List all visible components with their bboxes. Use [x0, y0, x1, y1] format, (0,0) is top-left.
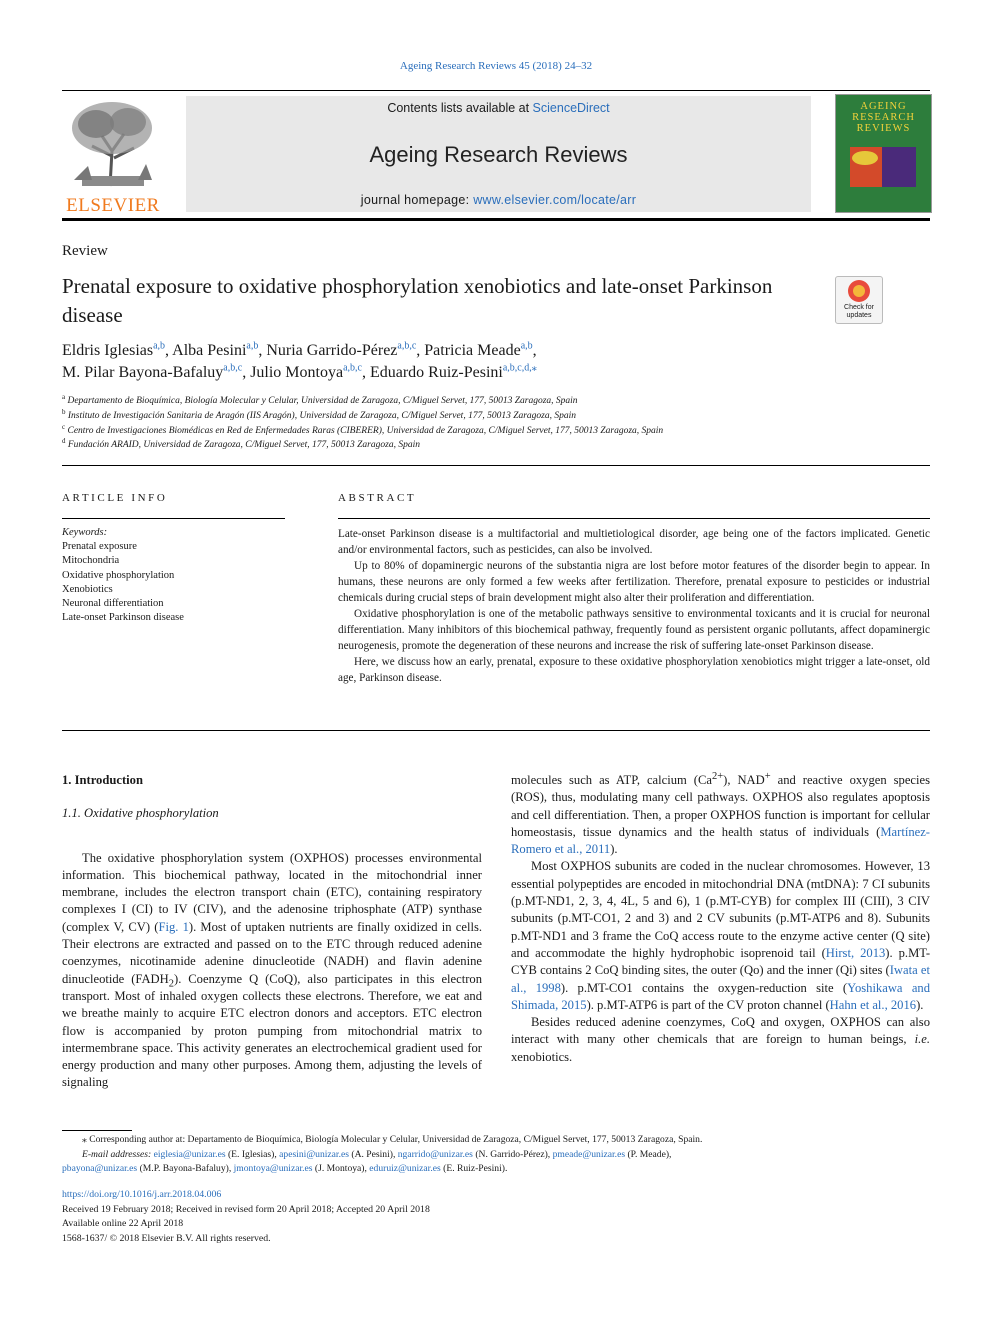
affiliation — [62, 409, 930, 424]
abstract-paragraph: Oxidative phosphorylation is one of the metabolic pathways sensitive to environmental toxicants and it is crucial for neuronal differentiation. Many inhibitors of this biochemical pathway, frequently found as persistent organic pollutants, affect dopaminergic neurogenesis, promote the degeneration of these neurons and increase the risk of suffering late-onset Parkinson disease. — [338, 608, 930, 652]
email-addresses — [62, 1148, 930, 1163]
article-type: Review — [62, 243, 108, 259]
body-column-left — [62, 772, 482, 1092]
header-top-rule — [62, 90, 930, 91]
check-updates-label: Check for updates — [844, 304, 874, 319]
author-separator: , — [242, 364, 251, 381]
citation-link[interactable]: Hirst, 2013 — [825, 945, 886, 960]
author[interactable]: Alba Pesini — [172, 342, 247, 359]
title-block-rule — [62, 465, 930, 466]
body-paragraph — [511, 1014, 930, 1066]
keywords-block — [62, 526, 292, 625]
homepage-prefix: journal homepage: — [360, 193, 474, 207]
affiliation — [62, 438, 930, 453]
text-run: ). — [916, 997, 924, 1012]
paper-title: Prenatal exposure to oxidative phosphorylation xenobiotics and late-onset Parkinson disease — [62, 274, 773, 327]
text-run: molecules such as ATP, calcium (Ca — [511, 773, 712, 787]
text-run: ). Most of uptaken nutrients are finally oxidized in cells. Their electrons are extracted and passed on to the ETC through reduced adenine coenzymes, nicotinamide adenine dinucleotide (NADH) and flavin adenine dinucleotide (FADH — [62, 919, 482, 986]
author-affiliation-ref[interactable]: a,b,c — [397, 340, 417, 352]
journal-citation[interactable]: Ageing Research Reviews 45 (2018) 24–32 — [399, 60, 593, 72]
elsevier-logo[interactable] — [62, 96, 164, 216]
figure-reference-link[interactable]: Fig. 1 — [158, 919, 189, 934]
journal-cover-thumbnail[interactable] — [835, 94, 932, 213]
keyword: Oxidative phosphorylation — [62, 569, 175, 581]
copyright: 1568-1637/ © 2018 Elsevier B.V. All rights reserved. — [62, 1232, 271, 1244]
body-paragraph — [62, 850, 482, 1092]
footnote-text: Corresponding author at: Departamento de Bioquímica, Biología Molecular y Celular, Universidad de Zaragoza, C/Miguel Servet, 177, 50013 Zaragoza, Spain. — [86, 1134, 703, 1145]
author[interactable]: Eduardo Ruiz-Pesini — [369, 364, 503, 381]
footnote-rule — [62, 1130, 132, 1131]
email-label: E-mail addresses: — [82, 1148, 152, 1160]
text-run: ). p.MT-CO1 contains the oxygen-reduction site ( — [560, 980, 848, 995]
text-run: ), NAD — [723, 773, 765, 787]
email-owner: (J. Montoya), — [312, 1163, 370, 1174]
contents-prefix: Contents lists available at — [387, 101, 533, 115]
affiliation-text: Departamento de Bioquímica, Biología Molecular y Celular, Universidad de Zaragoza, C/Miguel Servet, 177, 50013 Zaragoza, Spain — [67, 396, 578, 406]
text-run: The oxidative phosphorylation system (OXPHOS) processes environmental information. This biochemical pathway, located in the mitochondrial inner membrane, includes the electron transport chain (ETC), containing respiratory complexes I (CI) to IV (CIV), and the adenosine triphosphate (ATP) synthase (complex V, CV) ( — [62, 850, 482, 934]
email-link[interactable]: pbayona@unizar.es — [62, 1163, 138, 1174]
author-affiliation-ref[interactable]: a,b — [520, 340, 533, 352]
email-addresses-cont — [62, 1162, 930, 1177]
abstract-heading: ABSTRACT — [338, 492, 417, 504]
received-dates: Received 19 February 2018; Received in revised form 20 April 2018; Accepted 20 April 2018 — [62, 1203, 430, 1215]
email-link[interactable]: ngarrido@unizar.es — [397, 1148, 473, 1160]
affiliation — [62, 424, 930, 439]
email-link[interactable]: pmeade@unizar.es — [552, 1148, 626, 1160]
author-list — [62, 340, 862, 384]
affiliation — [62, 394, 930, 409]
body-column-right — [511, 772, 930, 1066]
section-heading: 1. Introduction — [62, 773, 143, 787]
abstract-paragraph: Here, we discuss how an early, prenatal, exposure to these oxidative phosphorylation xenobiotics might trigger a late-onset, old age, Parkinson disease. — [338, 656, 930, 684]
corresponding-author-note — [62, 1133, 930, 1148]
footnote-mark: ⁎ — [82, 1134, 87, 1145]
author-affiliation-ref[interactable]: a,b — [246, 340, 259, 352]
available-online: Available online 22 April 2018 — [62, 1218, 184, 1230]
affiliation-label: d — [62, 437, 66, 446]
author[interactable]: Julio Montoya — [250, 364, 344, 381]
author-separator: , — [165, 342, 173, 359]
check-for-updates-button[interactable] — [835, 276, 883, 324]
abstract-bottom-rule — [62, 730, 930, 731]
elsevier-tree-icon — [62, 96, 164, 188]
email-link[interactable]: eduruiz@unizar.es — [369, 1163, 441, 1174]
email-owner: (A. Pesini), — [348, 1148, 398, 1160]
author[interactable]: M. Pilar Bayona-Bafaluy — [62, 364, 224, 381]
text-run: ). Coenzyme Q (CoQ), also participates in this electron transport. Most of inhaled oxygen collects these electrons. Therefore, we eat and we breathe mainly to acquire ETC electron donors and acceptors. ETC electron flow is accompanied by proton pumping from mitochondrial matrix to intermembrane space. This activity generates an electrochemical gradient used for energy production and many other purposes. Among them, adjusting the levels of signaling — [62, 971, 483, 1090]
contents-line — [186, 101, 811, 115]
keyword: Late-onset Parkinson disease — [62, 612, 184, 624]
email-link[interactable]: apesini@unizar.es — [279, 1148, 349, 1160]
text-run: and reactive oxygen species (ROS), thus, modulating many cell pathways. OXPHOS also regulates apoptosis and cell differentiation. Then, a proper OXPHOS function is important for cellular homeostasis, tissue dynamics and the health status of individuals ( — [511, 773, 930, 839]
subsection-heading: 1.1. Oxidative phosphorylation — [62, 806, 219, 821]
author-separator: , — [416, 342, 425, 359]
footnotes — [62, 1133, 930, 1177]
keyword: Prenatal exposure — [62, 541, 137, 553]
email-owner: (E. Ruiz-Pesini). — [440, 1163, 508, 1174]
italic-run: i.e. — [914, 1032, 930, 1047]
author-affiliation-ref[interactable]: a,b,c — [223, 362, 243, 374]
doi-link[interactable]: https://doi.org/10.1016/j.arr.2018.04.006 — [62, 1189, 222, 1200]
header-bottom-rule — [62, 218, 930, 221]
author-separator: , — [361, 364, 370, 381]
abstract-paragraph: Up to 80% of dopaminergic neurons of the substantia nigra are lost before motor features of the disorder begin to appear. In humans, these neurons are only formed a few weeks after fertilization. Therefore, prenatal exposure to pesticides or industrial chemicals during crucial steps of brain development might also alter their proliferation and differentiation. — [338, 560, 930, 604]
email-owner: (N. Garrido-Pérez), — [472, 1148, 553, 1160]
text-run: ). — [610, 842, 618, 857]
affiliation-label: b — [62, 407, 66, 416]
author-affiliation-ref[interactable]: a,b,c — [343, 362, 362, 374]
superscript: 2+ — [711, 770, 724, 782]
author-separator: , — [258, 342, 267, 359]
abstract-rule — [338, 518, 930, 519]
author-affiliation-ref[interactable]: a,b,c,d,⁎ — [502, 362, 537, 374]
subscript: 2 — [168, 978, 174, 990]
keywords-label: Keywords: — [62, 527, 108, 538]
keyword: Neuronal differentiation — [62, 598, 164, 610]
email-owner: (M.P. Bayona-Bafaluy), — [137, 1163, 234, 1174]
author[interactable]: Nuria Garrido-Pérez — [266, 342, 398, 359]
text-run: Besides reduced adenine coenzymes, CoQ and oxygen, OXPHOS can also interact with many other chemicals that are foreign to human beings, — [511, 1015, 930, 1047]
cover-image-secondary — [882, 147, 916, 187]
affiliations — [62, 394, 930, 453]
keyword: Xenobiotics — [62, 583, 113, 595]
text-run: ). p.MT-CYB contains 2 CoQ binding sites, the outer (Qo) and the inner (Qi) sites ( — [511, 945, 931, 978]
cover-highlight — [852, 151, 878, 165]
superscript: + — [764, 770, 771, 782]
journal-homepage — [186, 193, 811, 207]
affiliation-text: Centro de Investigaciones Biomédicas en Red de Enfermedades Raras (CIBERER), Universidad de Zaragoza, C/Miguel Servet, 177, 50013 Zaragoza, Spain — [67, 425, 664, 436]
homepage-link[interactable]: www.elsevier.com/locate/arr — [473, 193, 637, 207]
citation-link[interactable]: Iwata et al., 1998 — [511, 963, 930, 995]
text-run: xenobiotics. — [511, 1049, 573, 1064]
article-info-heading: ARTICLE INFO — [62, 492, 168, 504]
check-updates-icon — [848, 280, 870, 302]
author[interactable]: Eldris Iglesias — [62, 342, 154, 359]
journal-title: Ageing Research Reviews — [369, 142, 628, 167]
email-link[interactable]: eiglesia@unizar.es — [153, 1148, 226, 1160]
keyword: Mitochondria — [62, 555, 120, 567]
affiliation-text: Instituto de Investigación Sanitaria de Aragón (IIS Aragón), Universidad de Zaragoza, C/Miguel Servet, 177, 50013 Zaragoza, Spain — [67, 410, 577, 421]
citation-link[interactable]: Martínez-Romero et al., 2011 — [511, 824, 930, 857]
sciencedirect-link[interactable]: ScienceDirect — [532, 101, 610, 115]
email-link[interactable]: jmontoya@unizar.es — [233, 1163, 313, 1174]
article-info-rule — [62, 518, 285, 519]
email-owner: (P. Meade), — [625, 1148, 672, 1160]
abstract-paragraph: Late-onset Parkinson disease is a multifactorial and multietiological disorder, age being one of the factors implicated. Genetic and/or environmental factors, such as pesticides, can also be involved. — [338, 528, 930, 556]
cover-title: AGEING RESEARCH REVIEWS — [852, 101, 915, 134]
affiliation-text: Fundación ARAID, Universidad de Zaragoza, C/Miguel Servet, 177, 50013 Zaragoza, Spain — [67, 440, 420, 451]
text-run: ). p.MT-ATP6 is part of the CV proton channel ( — [586, 997, 830, 1012]
affiliation-label: c — [62, 422, 66, 431]
citation-link[interactable]: Yoshikawa and Shimada, 2015 — [511, 980, 930, 1012]
citation-link[interactable]: Hahn et al., 2016 — [829, 997, 917, 1012]
body-paragraph — [511, 858, 930, 1014]
email-owner: (E. Iglesias), — [225, 1148, 280, 1160]
body-paragraph — [511, 772, 930, 858]
elsevier-wordmark: ELSEVIER — [66, 195, 160, 216]
author[interactable]: Patricia Meade — [424, 342, 521, 359]
affiliation-label: a — [62, 392, 66, 401]
publication-info — [62, 1188, 930, 1246]
author-separator: , — [532, 342, 537, 359]
text-run: Most OXPHOS subunits are coded in the nuclear chromosomes. However, 13 essential polypeptides are encoded in mitochondrial DNA (mtDNA): 7 CI subunits (p.MT-ND1, 2, 3, 4, 4L, 5 and 6), 1 (p.MT-CYB) for complex III (CIII), 3 CIV subunits (p.MT-CO1, 2 and 3) and 2 CV subunits (p.MT-ATP6 and 8). Subunits p.MT-ND1 and 3 frame the CoQ access route to the enzyme active center (Q site) and accommodate the highly hydrophobic isoprenoid tail ( — [511, 859, 930, 960]
author-affiliation-ref[interactable]: a,b — [153, 340, 166, 352]
abstract-body — [338, 526, 930, 686]
